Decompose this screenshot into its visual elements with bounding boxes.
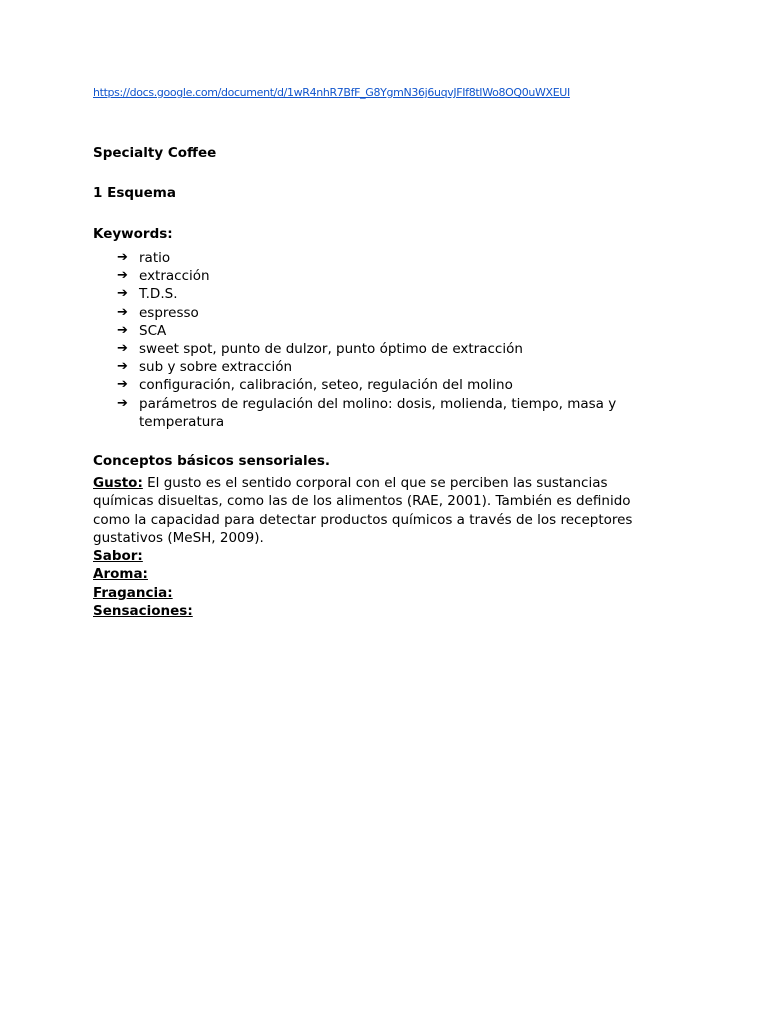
list-item bbox=[93, 376, 673, 394]
right-arrow-icon: ➔ bbox=[117, 250, 128, 265]
list-item bbox=[93, 267, 673, 285]
document-link[interactable]: https://docs.google.com/document/d/1wR4nhR7BfF_G8YgmN36j6uqvJFIf8tIWo8OQ0uWXEUI bbox=[93, 86, 570, 99]
list-item bbox=[93, 249, 673, 267]
sabor-line bbox=[93, 547, 673, 565]
fragancia-term: Fragancia: bbox=[93, 584, 173, 601]
right-arrow-icon: ➔ bbox=[117, 341, 128, 357]
sabor-term: Sabor: bbox=[93, 548, 143, 565]
list-item bbox=[93, 340, 673, 358]
right-arrow-icon: ➔ bbox=[117, 377, 128, 393]
right-arrow-icon: ➔ bbox=[117, 286, 128, 302]
keyword-text: configuración, calibración, seteo, regulación del molino bbox=[139, 377, 513, 394]
list-item bbox=[93, 304, 673, 322]
keyword-text: extracción bbox=[139, 268, 210, 285]
list-item bbox=[93, 285, 673, 303]
keywords-heading: Keywords: bbox=[93, 226, 173, 242]
list-item bbox=[93, 395, 673, 431]
gusto-paragraph bbox=[93, 474, 663, 547]
gusto-definition: El gusto es el sentido corporal con el que se perciben las sustancias químicas disueltas, como las de los alimentos (RAE, 2001). También es definido como la capacidad para detectar productos químicos a través de los receptores gustativos (MeSH, 2009). bbox=[93, 475, 633, 546]
keyword-text: T.D.S. bbox=[139, 286, 178, 303]
right-arrow-icon: ➔ bbox=[117, 359, 128, 375]
keywords-list bbox=[93, 249, 673, 431]
right-arrow-icon: ➔ bbox=[117, 322, 128, 338]
sensaciones-line bbox=[93, 602, 673, 620]
right-arrow-icon: ➔ bbox=[117, 304, 128, 320]
keyword-text: sweet spot, punto de dulzor, punto óptimo de extracción bbox=[139, 341, 523, 358]
document-title: Specialty Coffee bbox=[93, 145, 217, 161]
aroma-term: Aroma: bbox=[93, 566, 148, 583]
fragancia-line bbox=[93, 584, 673, 602]
keyword-text: parámetros de regulación del molino: dosis, molienda, tiempo, masa y temperatura bbox=[139, 395, 617, 430]
keyword-text: ratio bbox=[139, 250, 171, 266]
list-item bbox=[93, 322, 673, 340]
aroma-line bbox=[93, 565, 673, 583]
list-item bbox=[93, 358, 673, 376]
keyword-text: SCA bbox=[139, 322, 167, 339]
right-arrow-icon: ➔ bbox=[117, 395, 128, 411]
sensaciones-term: Sensaciones: bbox=[93, 602, 193, 619]
gusto-term: Gusto: bbox=[93, 475, 143, 492]
concepts-heading: Conceptos básicos sensoriales. bbox=[93, 453, 330, 470]
section-heading: 1 Esquema bbox=[93, 185, 176, 201]
document-page bbox=[93, 84, 673, 620]
keyword-text: sub y sobre extracción bbox=[139, 359, 293, 376]
keyword-text: espresso bbox=[139, 304, 199, 321]
right-arrow-icon: ➔ bbox=[117, 268, 128, 284]
